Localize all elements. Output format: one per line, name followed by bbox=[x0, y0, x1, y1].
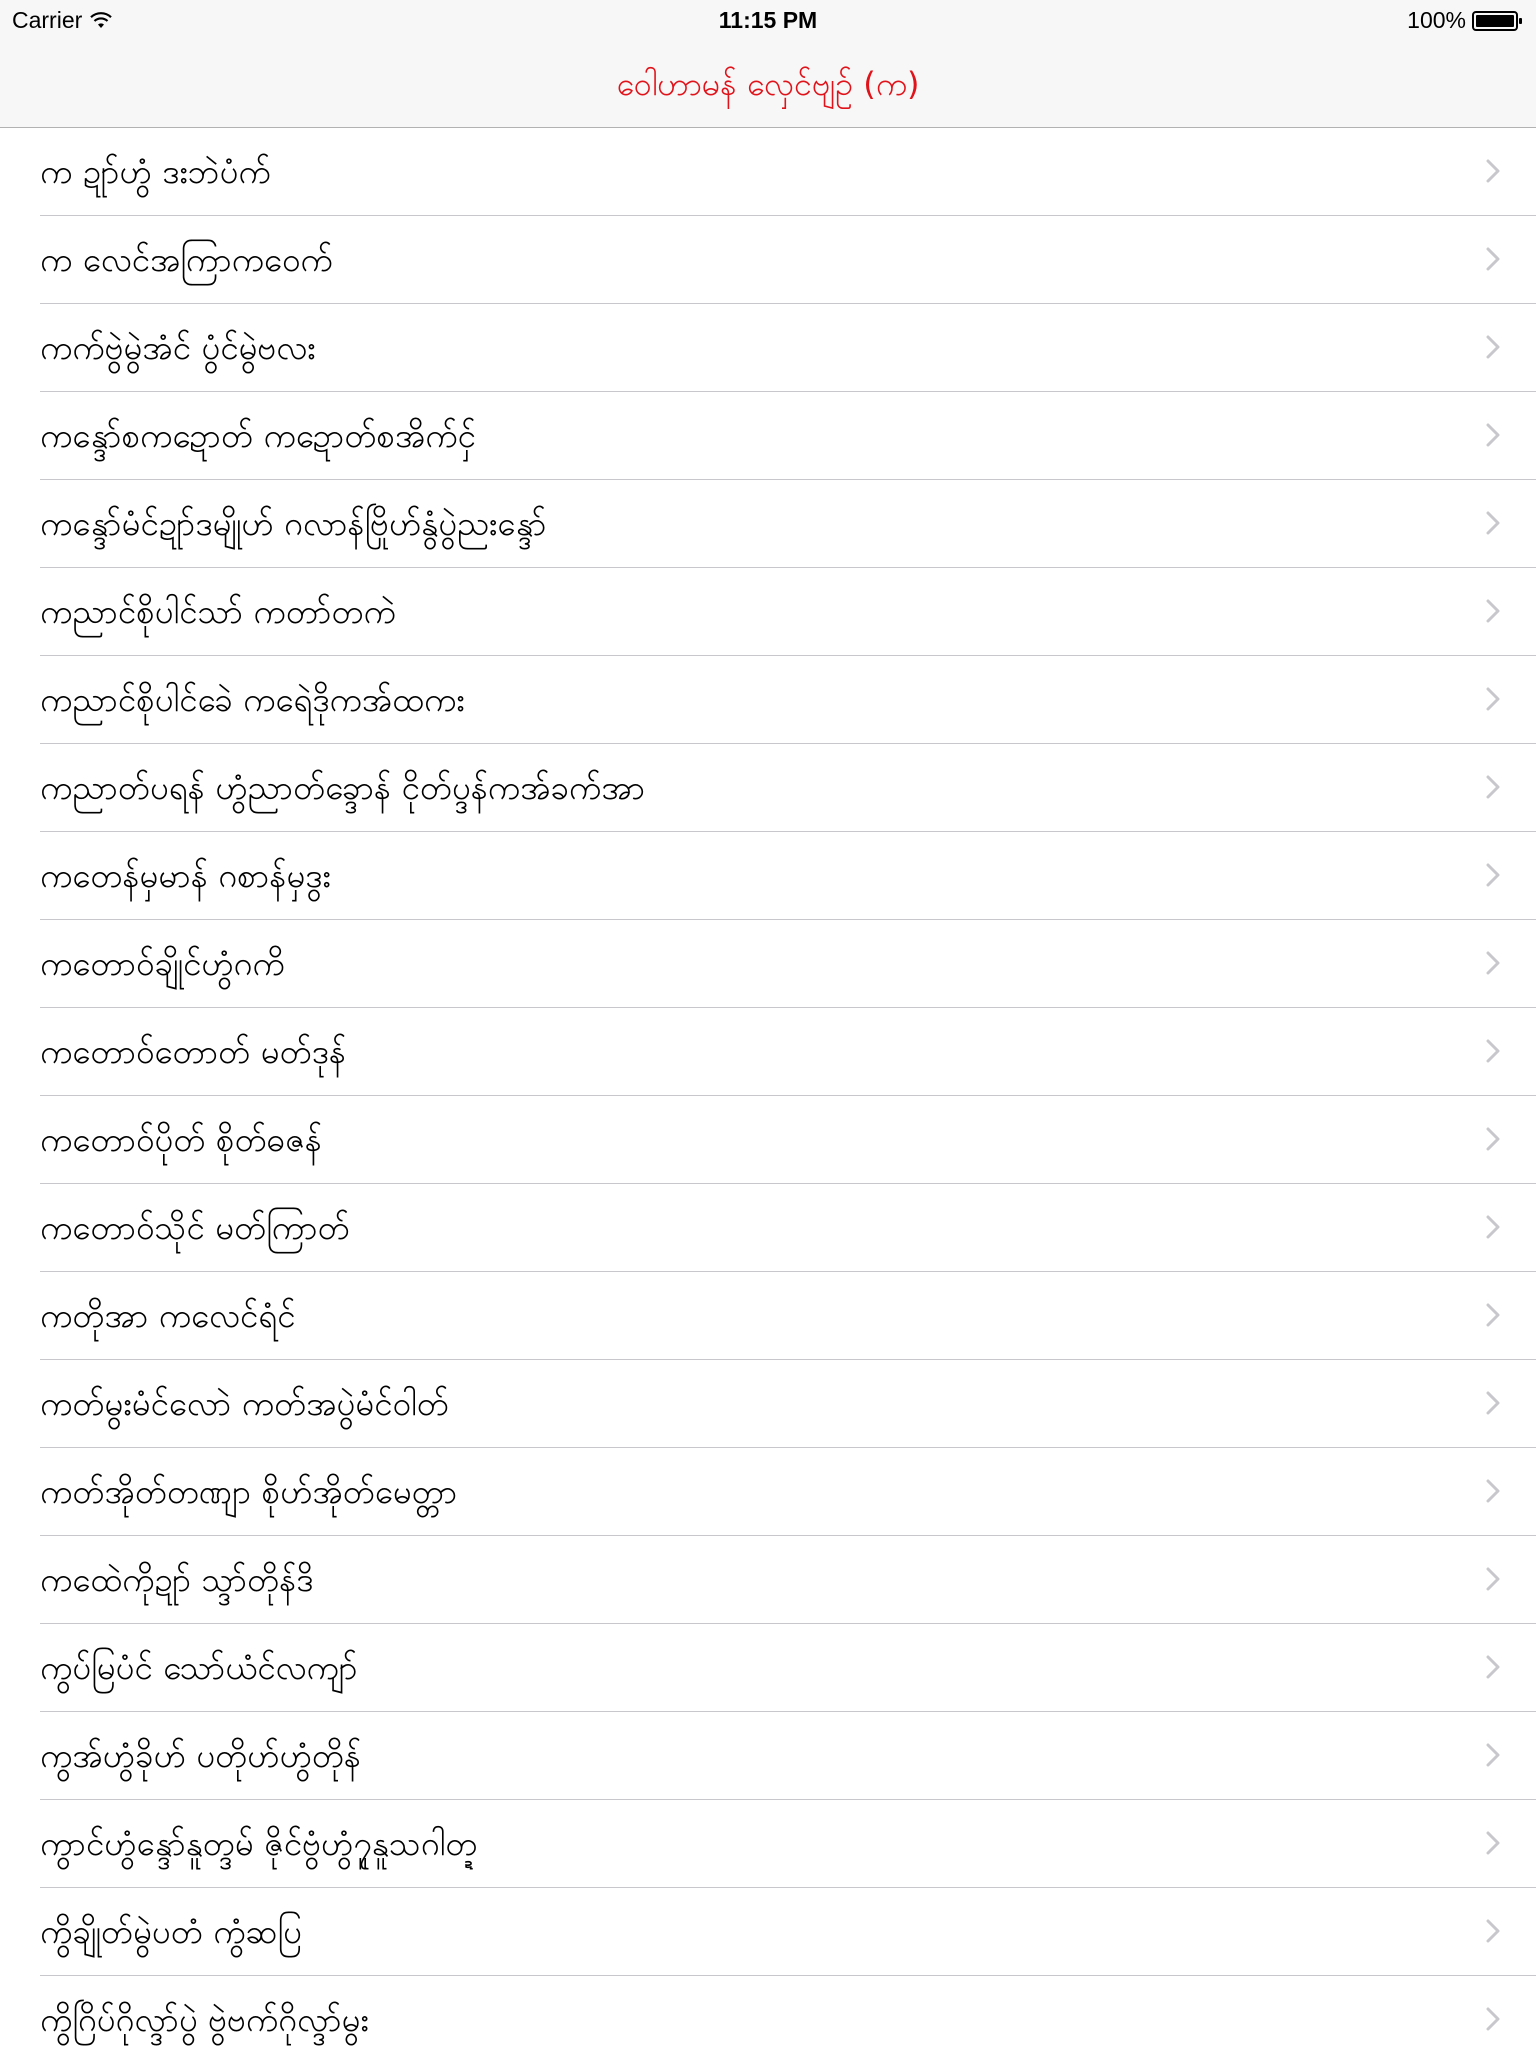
page-title: ဝေါဟာမန် လှေင်ဗျဉ် (က) bbox=[616, 65, 920, 103]
chevron-right-icon bbox=[1486, 951, 1500, 975]
list-item-label: ကတိုအာ ကလေင်ရံင် bbox=[40, 1296, 296, 1335]
list-item[interactable] bbox=[0, 656, 1536, 744]
list-item[interactable] bbox=[0, 1272, 1536, 1360]
chevron-right-icon bbox=[1486, 335, 1500, 359]
chevron-right-icon bbox=[1486, 1919, 1500, 1943]
chevron-right-icon bbox=[1486, 247, 1500, 271]
chevron-right-icon bbox=[1486, 1127, 1500, 1151]
list-item[interactable] bbox=[0, 1712, 1536, 1800]
chevron-right-icon bbox=[1486, 1567, 1500, 1591]
chevron-right-icon bbox=[1486, 1039, 1500, 1063]
list-item[interactable] bbox=[0, 1008, 1536, 1096]
list-item-label: ကညာင်စိုပါင်သာ် ကတာ်တကဲ bbox=[40, 592, 396, 631]
chevron-right-icon bbox=[1486, 1303, 1500, 1327]
status-bar bbox=[0, 0, 1536, 40]
list-item-label: ကညာင်စိုပါင်ခေဲ ကရေဲဒိုကအ်ထကး bbox=[40, 680, 465, 719]
list-item-label: ကတောဝ်ချိုင်ဟွံဂကိ bbox=[40, 944, 285, 983]
chevron-right-icon bbox=[1486, 423, 1500, 447]
list-item-label: ကထေဲကိုဍုာ် သ္ဒာ်တိုန်ဒိ bbox=[40, 1560, 314, 1599]
list-item[interactable] bbox=[0, 304, 1536, 392]
list-item-label: ကတောဝ်တောတ် မတ်ဒုန် bbox=[40, 1032, 346, 1071]
word-list bbox=[0, 128, 1536, 2048]
list-item[interactable] bbox=[0, 392, 1536, 480]
chevron-right-icon bbox=[1486, 2007, 1500, 2031]
list-item-label: ကန္ဒော်မံင်ဍုာ်ဒမျိုဟ် ဂလာန်ဗြိုဟ်နွံပွဲညးန္ဒော် bbox=[40, 504, 547, 543]
list-item[interactable] bbox=[0, 744, 1536, 832]
list-item[interactable] bbox=[0, 1184, 1536, 1272]
list-item[interactable] bbox=[0, 1096, 1536, 1184]
chevron-right-icon bbox=[1486, 511, 1500, 535]
list-item[interactable] bbox=[0, 1448, 1536, 1536]
list-item-label: ကတောဝ်ပိုတ် စိုတ်ဓဇန် bbox=[40, 1120, 322, 1159]
list-item[interactable] bbox=[0, 216, 1536, 304]
list-item[interactable] bbox=[0, 568, 1536, 656]
carrier-label: Carrier bbox=[12, 7, 83, 33]
list-item[interactable] bbox=[0, 1624, 1536, 1712]
list-item[interactable] bbox=[0, 1360, 1536, 1448]
chevron-right-icon bbox=[1486, 1655, 1500, 1679]
list-item[interactable] bbox=[0, 1976, 1536, 2048]
list-item-label: ကန္ဒော်စကဍောတ် ကဍောတ်စအိက်ငှ် bbox=[40, 416, 476, 455]
list-item-label: ကက်ဗွဲမွဲအံင် ပွံင်မွဲဗလး bbox=[40, 328, 316, 367]
chevron-right-icon bbox=[1486, 687, 1500, 711]
list-item-label: ကွပ်မြပံင် သော်ယံင်လကျာ် bbox=[40, 1648, 358, 1687]
list-item-label: ကတ်အိုတ်တဏျာ စိုဟ်အိုတ်မေတ္တာ bbox=[40, 1472, 458, 1511]
list-item-label: ကွိချိုတ်မွဲပတံ ကွံဆပြ bbox=[40, 1912, 302, 1951]
list-item[interactable] bbox=[0, 128, 1536, 216]
list-item-label: ကတေန်မှမာန် ဂစာန်မှဒွး bbox=[40, 856, 331, 895]
chevron-right-icon bbox=[1486, 159, 1500, 183]
battery-percent: 100% bbox=[1407, 7, 1466, 33]
list-item-label: ကွာင်ဟွံန္ဒော်နူတ္ဒမ် ဇိုင်ဗွံဟွံ၇ူနူသဂါတ္ဍ bbox=[40, 1824, 478, 1863]
chevron-right-icon bbox=[1486, 1831, 1500, 1855]
list-item-label: ကတောဝ်သိုင် မတ်ကြာတ် bbox=[40, 1208, 350, 1247]
list-item[interactable] bbox=[0, 1800, 1536, 1888]
list-item[interactable] bbox=[0, 832, 1536, 920]
chevron-right-icon bbox=[1486, 1479, 1500, 1503]
list-item[interactable] bbox=[0, 1888, 1536, 1976]
list-item-label: ကွိဂြိပ်ဂိုလ္ဒာ်ပွဲ ဗွဲဗက်ဂိုလ္ဒာ်မွး bbox=[40, 2000, 369, 2039]
status-time: 11:15 PM bbox=[718, 7, 818, 33]
list-item-label: ကွအ်ဟွံခိုဟ် ပတိုဟ်ဟွံတိုန် bbox=[40, 1736, 361, 1775]
list-item-label: ကညာတ်ပရန် ဟွံညာတ်ခ္ဒောန် ငိုတ်ပ္ဒန်ကအ်ခက်အာ bbox=[40, 768, 646, 807]
chevron-right-icon bbox=[1486, 863, 1500, 887]
chevron-right-icon bbox=[1486, 1215, 1500, 1239]
status-right bbox=[1407, 7, 1524, 34]
list-item-label: က လေင်အကြာကဝေက် bbox=[40, 240, 333, 279]
battery-icon bbox=[1472, 10, 1524, 32]
list-item[interactable] bbox=[0, 1536, 1536, 1624]
list-item-label: က ဍုာ်ဟွံ ဒးဘဲပံက် bbox=[40, 152, 271, 191]
list-item-label: ကတ်မွးမံင်လောဲ ကတ်အပွဲမံင်ဝါတ် bbox=[40, 1384, 449, 1423]
chevron-right-icon bbox=[1486, 1391, 1500, 1415]
chevron-right-icon bbox=[1486, 599, 1500, 623]
list-item[interactable] bbox=[0, 480, 1536, 568]
chevron-right-icon bbox=[1486, 1743, 1500, 1767]
chevron-right-icon bbox=[1486, 775, 1500, 799]
list-item[interactable] bbox=[0, 920, 1536, 1008]
navigation-bar bbox=[0, 40, 1536, 128]
